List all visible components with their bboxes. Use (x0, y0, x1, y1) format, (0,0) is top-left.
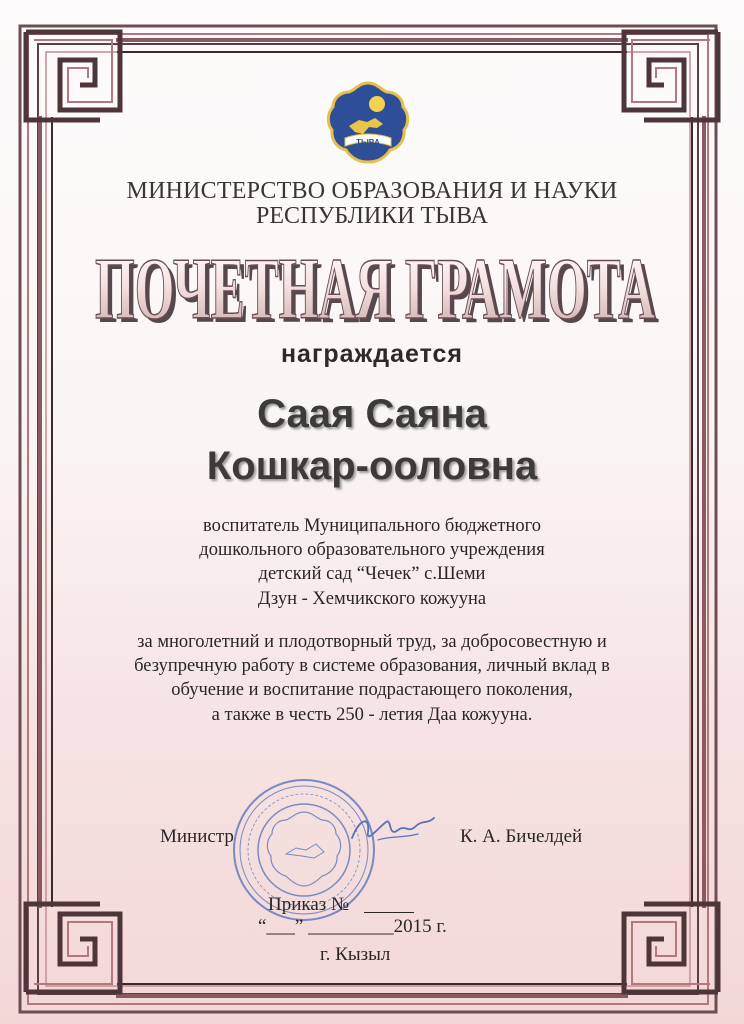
position-line-3: детский сад “Чечек” с.Шеми (258, 564, 486, 584)
reason-line-4: а также в честь 250 - летия Даа кожууна. (211, 705, 533, 725)
order-date-line: “___” _________2015 г. (258, 916, 447, 937)
order-label: Приказ № (268, 894, 350, 915)
reason-line-3: обучение и воспитание подрастающего поколения, (171, 680, 573, 700)
position-line-4: Дзун - Хемчикского кожууна (257, 589, 487, 609)
emblem-text: ТЫВА (356, 138, 380, 147)
position-line-2: дошкольного образовательного учреждения (199, 540, 545, 560)
issue-city: г. Кызыл (320, 944, 391, 965)
handwritten-signature-icon (348, 808, 438, 848)
tuva-emblem-icon (325, 80, 411, 166)
reason-line-2: безупречную работу в системе образования, личный вклад в (134, 656, 610, 676)
minister-name: К. А. Бичелдей (460, 826, 583, 847)
ministry-line-1: МИНИСТЕРСТВО ОБРАЗОВАНИЯ И НАУКИ (126, 178, 618, 204)
awarded-text: награждается (280, 340, 464, 368)
reason-line-1: за многолетний и плодотворный труд, за добросовестную и (137, 632, 607, 652)
order-number-line (364, 912, 414, 913)
minister-label: Министр (160, 826, 234, 847)
recipient-name-line-2: Кошкар-ооловна (206, 444, 538, 488)
certificate-title-shadow: ПОЧЕТНАЯ ГРАМОТА (99, 245, 659, 336)
certificate-title (80, 236, 670, 336)
ministry-line-2: РЕСПУБЛИКИ ТЫВА (256, 203, 488, 229)
recipient-name-line-1: Саая Саяна (257, 392, 487, 436)
certificate-title-text: ПОЧЕТНАЯ ГРАМОТА (95, 241, 655, 336)
position-line-1: воспитатель Муниципального бюджетного (203, 516, 541, 536)
